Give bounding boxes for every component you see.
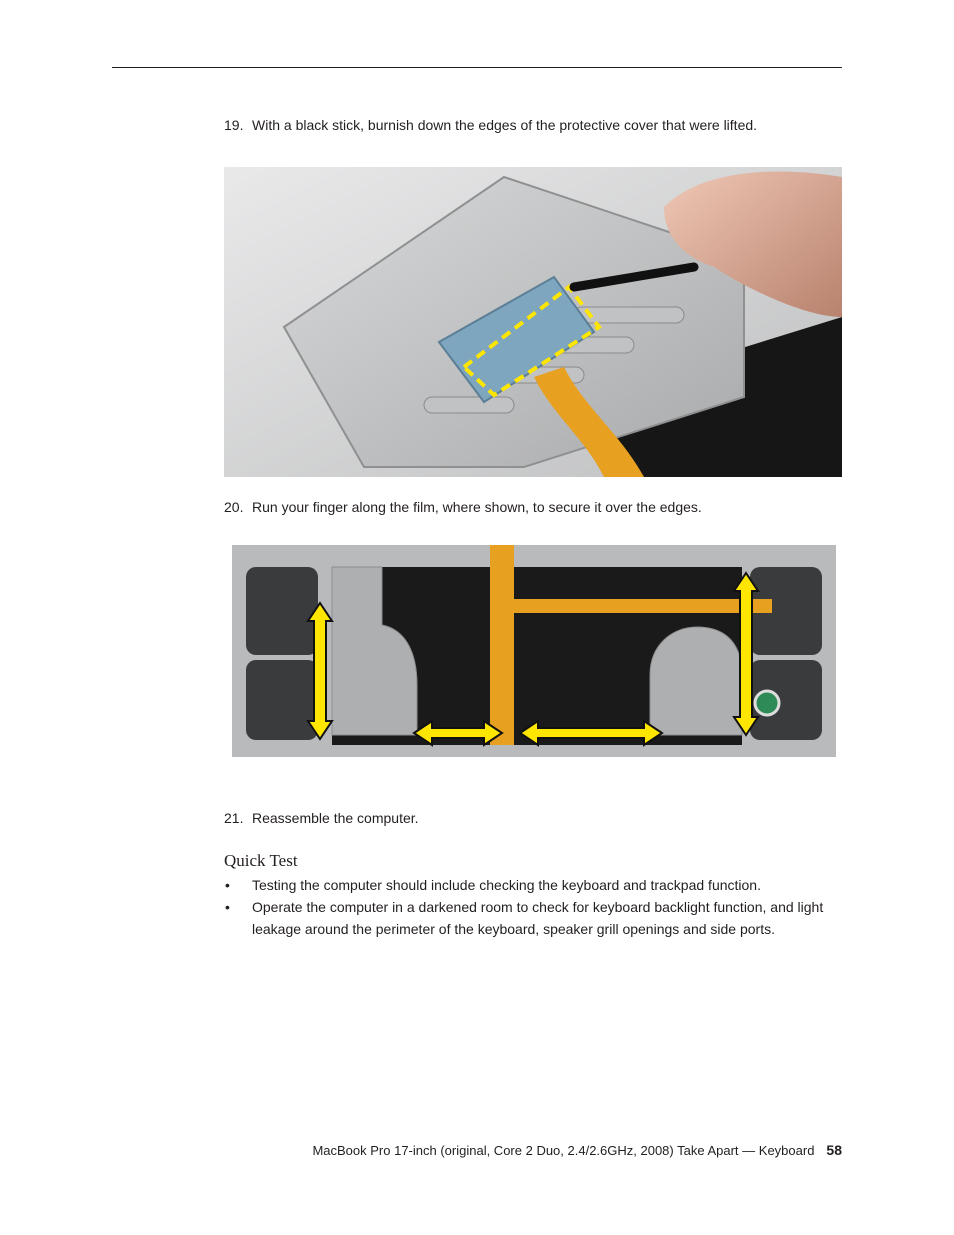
photo-burnish-cover xyxy=(224,167,842,477)
flex-cable-vertical xyxy=(490,545,514,745)
shield-right xyxy=(650,627,742,735)
step-20 xyxy=(224,498,702,516)
page-number: 58 xyxy=(826,1142,842,1158)
speaker-grill-left-top xyxy=(246,567,318,655)
speaker-grill-left-bottom xyxy=(246,660,318,740)
step-19 xyxy=(224,116,757,134)
step-number: 21. xyxy=(224,810,244,826)
plate-slot xyxy=(424,397,514,413)
footer-title: MacBook Pro 17-inch (original, Core 2 Duo, 2.4/2.6GHz, 2008) Take Apart — Keyboard xyxy=(312,1143,815,1158)
bullet-glyph: • xyxy=(225,877,230,893)
page-footer xyxy=(312,1141,842,1160)
header-rule xyxy=(112,67,842,68)
step-number: 19. xyxy=(224,117,244,133)
step-text: Reassemble the computer. xyxy=(252,810,419,826)
list-item xyxy=(224,874,844,896)
bullet-glyph: • xyxy=(225,899,230,915)
step-number: 20. xyxy=(224,499,244,515)
photo-secure-film xyxy=(232,545,836,770)
step-21 xyxy=(224,809,419,827)
quick-test-heading: Quick Test xyxy=(224,851,298,870)
step-text: Run your finger along the film, where shown, to secure it over the edges. xyxy=(252,499,702,515)
quick-test-list xyxy=(224,874,844,940)
flex-cable-horizontal xyxy=(502,599,772,613)
step-text: With a black stick, burnish down the edges of the protective cover that were lifted. xyxy=(252,117,758,133)
photo-burnish-illustration xyxy=(224,167,842,477)
speaker xyxy=(755,691,779,715)
list-item-text: Testing the computer should include checking the keyboard and trackpad function. xyxy=(252,877,761,893)
list-item xyxy=(224,896,844,940)
photo-secure-film-illustration xyxy=(232,545,836,770)
list-item-text: Operate the computer in a darkened room to check for keyboard backlight function, and light leakage around the perimeter of the keyboard, speaker grill openings and side ports. xyxy=(252,899,824,937)
